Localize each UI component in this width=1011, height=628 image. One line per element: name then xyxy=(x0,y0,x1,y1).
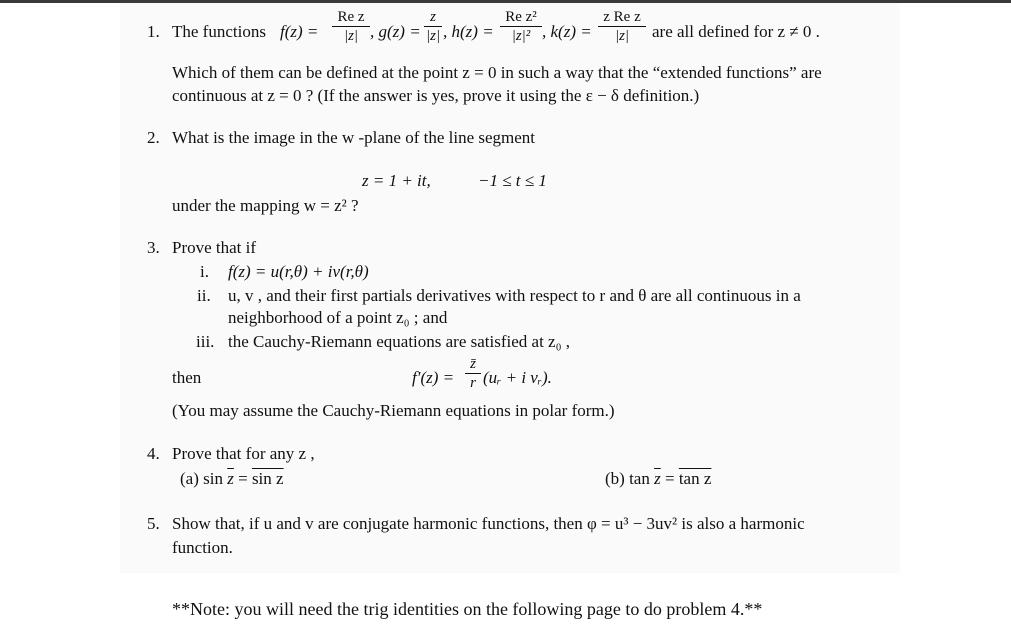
problem-2-number: 2. xyxy=(147,128,160,147)
problem-3-iii-text: the Cauchy-Riemann equations are satisfied at z₀ , xyxy=(228,332,571,351)
problem-1-f-fraction xyxy=(332,9,370,44)
problem-1-g-def: , g(z) = xyxy=(370,22,421,41)
problem-3-result-rhs: (uᵣ + i vᵣ). xyxy=(483,368,552,387)
problem-2-equation: z = 1 + it, xyxy=(362,171,431,190)
problem-3-i-label: i. xyxy=(200,262,209,281)
h-denominator: |z|² xyxy=(511,28,531,44)
k-denominator: |z| xyxy=(614,28,630,44)
problem-1-h-fraction xyxy=(500,9,542,44)
problem-3-i-text: f(z) = u(r,θ) + iv(r,θ) xyxy=(228,262,369,281)
g-denominator: |z| xyxy=(426,28,441,44)
problem-5-line-1: Show that, if u and v are conjugate harmonic functions, then φ = u³ − 3uv² is also a harmonic xyxy=(172,514,805,533)
problem-1-h-def: , h(z) = xyxy=(443,22,494,41)
problem-3-line-1: Prove that if xyxy=(172,238,257,257)
problem-2-line-1: What is the image in the w -plane of the line segment xyxy=(172,128,536,147)
problem-2-range: −1 ≤ t ≤ 1 xyxy=(478,171,547,190)
problem-1-number: 1. xyxy=(147,22,160,41)
problem-4-number: 4. xyxy=(147,444,160,463)
k-numerator: z Re z xyxy=(603,9,641,25)
part-b-zbar: $\overline{z}$ xyxy=(654,469,661,488)
f-numerator: Re z xyxy=(337,9,365,25)
problem-1-line-3: continuous at z = 0 ? (If the answer is yes, prove it using the ε − δ definition.) xyxy=(172,86,700,105)
part-a-label: (a) sin xyxy=(180,469,223,488)
problem-1-tail: are all defined for z ≠ 0 . xyxy=(652,22,820,41)
f-denominator: |z| xyxy=(343,28,359,44)
problem-3-ii-text-2: neighborhood of a point z₀ ; and xyxy=(228,308,448,327)
part-b-equals: = xyxy=(664,469,675,488)
part-a-zbar: $\overline{z}$ xyxy=(227,469,234,488)
problem-4-line-1: Prove that for any z , xyxy=(172,444,315,463)
problem-3-ii-text: u, v , and their first partials derivatives with respect to r and θ are all continuous in a xyxy=(228,286,801,305)
problem-4-part-a xyxy=(180,469,284,489)
problem-5-line-2: function. xyxy=(172,538,233,557)
result-numerator: z̄ xyxy=(470,356,476,372)
problem-3-ii-label: ii. xyxy=(197,286,211,305)
problem-1-k-fraction xyxy=(598,9,646,44)
problem-3-iii-label: iii. xyxy=(196,332,215,351)
problem-4-part-b xyxy=(605,469,711,489)
h-numerator: Re z² xyxy=(505,9,537,25)
problem-5-number: 5. xyxy=(147,514,160,533)
problem-1-lead: The functions xyxy=(172,22,266,41)
problem-1-line-2: Which of them can be defined at the point z = 0 in such a way that the “extended functions” are xyxy=(172,63,822,82)
problem-1-k-def: , k(z) = xyxy=(542,22,592,41)
problem-1-f-def: f(z) = xyxy=(280,22,319,41)
problem-2-line-3: under the mapping w = z² ? xyxy=(172,196,359,215)
part-b-label: (b) tan xyxy=(605,469,650,488)
problem-3-result-lhs: f′(z) = xyxy=(412,368,455,387)
problem-3-then: then xyxy=(172,368,202,387)
part-a-rhs: sin z xyxy=(251,469,284,488)
problem-1-g-fraction xyxy=(424,9,442,44)
trig-identities-note: **Note: you will need the trig identities on the following page to do problem 4.** xyxy=(172,599,763,619)
problem-3-number: 3. xyxy=(147,238,160,257)
g-numerator: z xyxy=(430,9,436,25)
problem-3-assume: (You may assume the Cauchy-Riemann equations in polar form.) xyxy=(172,401,615,420)
part-a-equals: = xyxy=(238,469,248,488)
result-denominator: r xyxy=(470,375,476,391)
problem-3-result-fraction xyxy=(465,356,481,391)
part-b-rhs: tan z xyxy=(678,469,712,488)
